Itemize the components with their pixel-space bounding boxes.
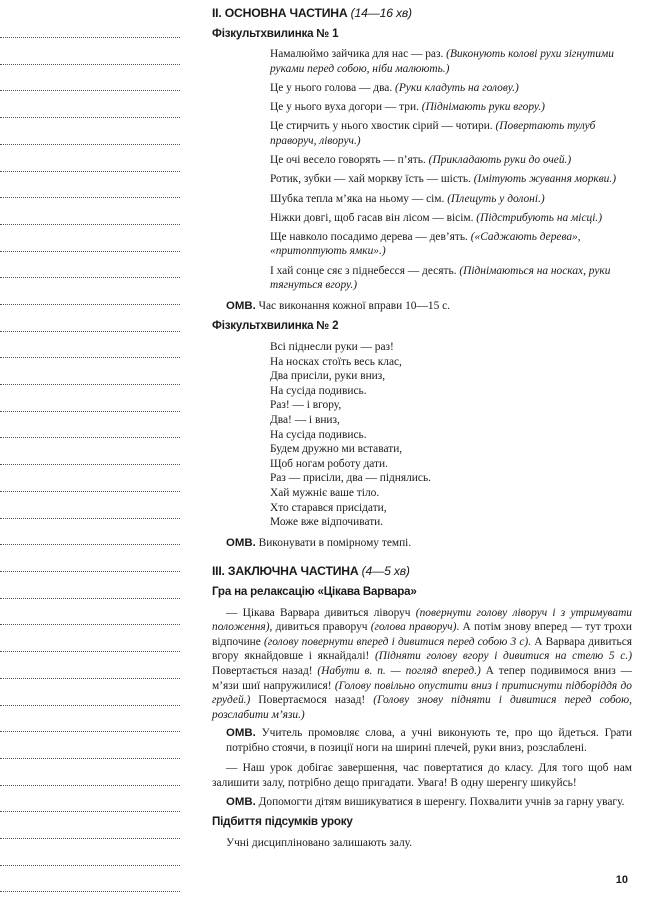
note-line	[0, 411, 180, 412]
note-line	[0, 437, 180, 438]
note-line	[0, 731, 180, 732]
fiz1-omv	[226, 299, 632, 314]
spoken-text: Повертається назад!	[212, 664, 318, 677]
exercise-note: (Піднімають руки вгору.)	[421, 101, 545, 114]
note-line	[0, 37, 180, 38]
game-omv-2	[226, 795, 632, 810]
spoken-text: . А Варвара дивиться вгору якнайдовше і якнайдалі!	[212, 635, 632, 663]
section-2-duration: (14—16 хв)	[350, 6, 412, 20]
omv-text: Час виконання кожної вправи 10—15 с.	[255, 299, 451, 312]
exercise-note: (Прикладають руки до очей.)	[428, 154, 572, 167]
exercise-note: (Підстрибують на місці.)	[476, 211, 603, 224]
note-line	[0, 758, 180, 759]
omv-text: Виконувати в помірному темпі.	[255, 536, 412, 549]
note-line	[0, 384, 180, 385]
note-line	[0, 224, 180, 225]
exercise-item	[270, 81, 632, 96]
poem-line: Хто старався присідати,	[270, 501, 387, 514]
note-line	[0, 811, 180, 812]
note-line	[0, 304, 180, 305]
instruction-text: (Підняти голову вгору і дивитися на стелю 5 с.)	[374, 650, 632, 663]
note-line	[0, 891, 180, 892]
poem-line: На сусіда подивись.	[270, 428, 367, 441]
note-line	[0, 705, 180, 706]
exercise-item	[270, 230, 632, 259]
omv-label: ОМВ.	[226, 299, 256, 312]
spoken-text: , дивиться праворуч	[269, 621, 371, 634]
note-line	[0, 571, 180, 572]
note-line	[0, 785, 180, 786]
section-3-title: ІІІ. ЗАКЛЮЧНА ЧАСТИНА	[212, 564, 359, 579]
exercise-text: Ніжки довгі, щоб гасав він лісом — вісім.	[270, 211, 477, 224]
instruction-text: (голова праворуч)	[370, 621, 457, 634]
spoken-text: А тепер подивимося вниз — м’язи шиї напружилися!	[212, 664, 632, 692]
omv-text: Учитель промовляє слова, а учні виконують те, про що йдеться. Грати потрібно стоячи, в позиції ноги на ширині плечей, руки вниз, розслаблені.	[226, 727, 632, 754]
note-line	[0, 518, 180, 519]
instruction-text: (повернути голову ліворуч і з утримувати положення)	[212, 606, 632, 634]
note-lines	[0, 0, 182, 900]
poem-line: Раз — присіли, два — піднялись.	[270, 472, 431, 485]
omv-label: ОМВ.	[226, 795, 256, 808]
poem-line: На сусіда подивись.	[270, 384, 367, 397]
exercise-text: Це очі весело говорять — п’ять.	[270, 154, 429, 167]
instruction-text: (Голову знову підняти і дивитися перед собою, розслабити м’язи.)	[212, 694, 633, 721]
note-line	[0, 838, 180, 839]
poem-line: Хай мужніє ваше тіло.	[270, 486, 380, 499]
exercise-text: І хай сонце сяє з піднебесся — десять.	[270, 264, 460, 277]
exercise-note: (Імітують жування моркви.)	[473, 173, 616, 186]
fiz1-title: Фізкультхвилинка № 1	[212, 26, 339, 40]
note-line	[0, 251, 180, 252]
exercise-text: Шубка тепла м’яка на ньому — сім.	[270, 192, 448, 205]
exercise-note: (Піднімаються на носках, руки тягнуться вгору.)	[270, 264, 611, 292]
game-omv-1	[226, 726, 632, 755]
spoken-text: Повертаємося назад!	[250, 694, 374, 707]
lesson-content	[212, 6, 632, 856]
poem-line: Будем дружно ми вставати,	[270, 443, 403, 456]
exercise-item	[270, 192, 632, 207]
summary-text: Учні дисципліновано залишають залу.	[226, 836, 413, 849]
exercise-item	[270, 153, 632, 168]
exercise-text: Ротик, зубки — хай моркву їсть — шість.	[270, 173, 474, 186]
omv-label: ОМВ.	[226, 536, 256, 549]
note-line	[0, 197, 180, 198]
exercise-text: Це у нього голова — два.	[270, 81, 396, 94]
exercise-text: Ще навколо посадимо дерева — дев’ять.	[270, 230, 471, 243]
poem-line: Два! — і вниз,	[270, 414, 340, 426]
exercise-item	[270, 47, 632, 76]
summary-title: Підбиття підсумків уроку	[212, 815, 353, 829]
poem-line: Щоб ногам роботу дати.	[270, 457, 388, 470]
instruction-text: (голову повернути вперед і дивитися перед собою 3 с)	[264, 635, 529, 648]
spoken-text: — Цікава Варвара дивиться ліворуч	[226, 606, 416, 619]
note-line	[0, 464, 180, 465]
exercise-text: Намалюймо зайчика для нас — раз.	[270, 48, 447, 61]
note-line	[0, 865, 180, 866]
note-line	[0, 117, 180, 118]
omv-text: Допомогти дітям вишикуватися в шеренгу. Похвалити учнів за гарну увагу.	[255, 795, 625, 808]
section-2-title: ІІ. ОСНОВНА ЧАСТИНА	[212, 6, 348, 20]
note-line	[0, 544, 180, 545]
exercise-item	[270, 211, 632, 226]
section-3-duration: (4—5 хв)	[361, 564, 410, 579]
exercise-text: Це у нього вуха догори — три.	[270, 101, 422, 114]
instruction-text: (Набути в. п. — погляд вперед.)	[317, 664, 481, 677]
note-line	[0, 90, 180, 91]
exercise-note: (Плещуть у долоні.)	[447, 192, 545, 205]
fiz2-poem	[270, 340, 632, 530]
fiz2-title: Фізкультхвилинка № 2	[212, 319, 339, 333]
note-line	[0, 331, 180, 332]
note-line	[0, 64, 180, 65]
game-paragraph-2: — Наш урок добігає завершення, час повертатися до класу. Для того щоб нам залишити залу, потрібно дещо пригадати. Увага! В одну шеренгу шикуйсь!	[212, 762, 632, 790]
page-number: 10	[615, 874, 628, 886]
fiz1-exercises	[212, 47, 632, 293]
section-2-heading	[212, 6, 632, 21]
exercise-note: (Виконують колові рухи зігнутими руками перед собою, ніби малюють.)	[270, 48, 614, 75]
instruction-text: (Голову повільно опустити вниз і притиснути підборіддя до грудей.)	[212, 679, 633, 707]
poem-line: Раз! — і вгору,	[270, 399, 342, 412]
exercise-item	[270, 264, 632, 293]
game-paragraph	[212, 606, 632, 723]
note-line	[0, 277, 180, 278]
exercise-note: («Саджають дерева», «притоптують ямки».)	[270, 230, 581, 258]
fiz2-omv	[226, 536, 632, 551]
poem-line: Всі піднесли руки — раз!	[270, 341, 394, 354]
note-line	[0, 624, 180, 625]
poem-line: Два присіли, руки вниз,	[270, 370, 386, 383]
exercise-item	[270, 172, 632, 187]
game-title: Гра на релаксацію «Цікава Варвара»	[212, 584, 417, 598]
spoken-text: . А потім знову вперед — тут трохи відпочине	[212, 621, 633, 648]
note-line	[0, 651, 180, 652]
exercise-note: (Руки кладуть на голову.)	[395, 81, 519, 94]
note-line	[0, 144, 180, 145]
note-line	[0, 491, 180, 492]
note-line	[0, 171, 180, 172]
omv-label: ОМВ.	[226, 727, 256, 740]
note-line	[0, 598, 180, 599]
exercise-item	[270, 100, 632, 115]
poem-line: Може вже відпочивати.	[270, 516, 384, 529]
section-3-heading	[212, 564, 632, 579]
poem-line: На носках стоїть весь клас,	[270, 355, 402, 368]
exercise-note: (Повертають тулуб праворуч, ліворуч.)	[270, 120, 596, 147]
note-line	[0, 678, 180, 679]
note-line	[0, 357, 180, 358]
exercise-item	[270, 119, 632, 148]
exercise-text: Це стирчить у нього хвостик сірий — чотири.	[270, 120, 496, 133]
